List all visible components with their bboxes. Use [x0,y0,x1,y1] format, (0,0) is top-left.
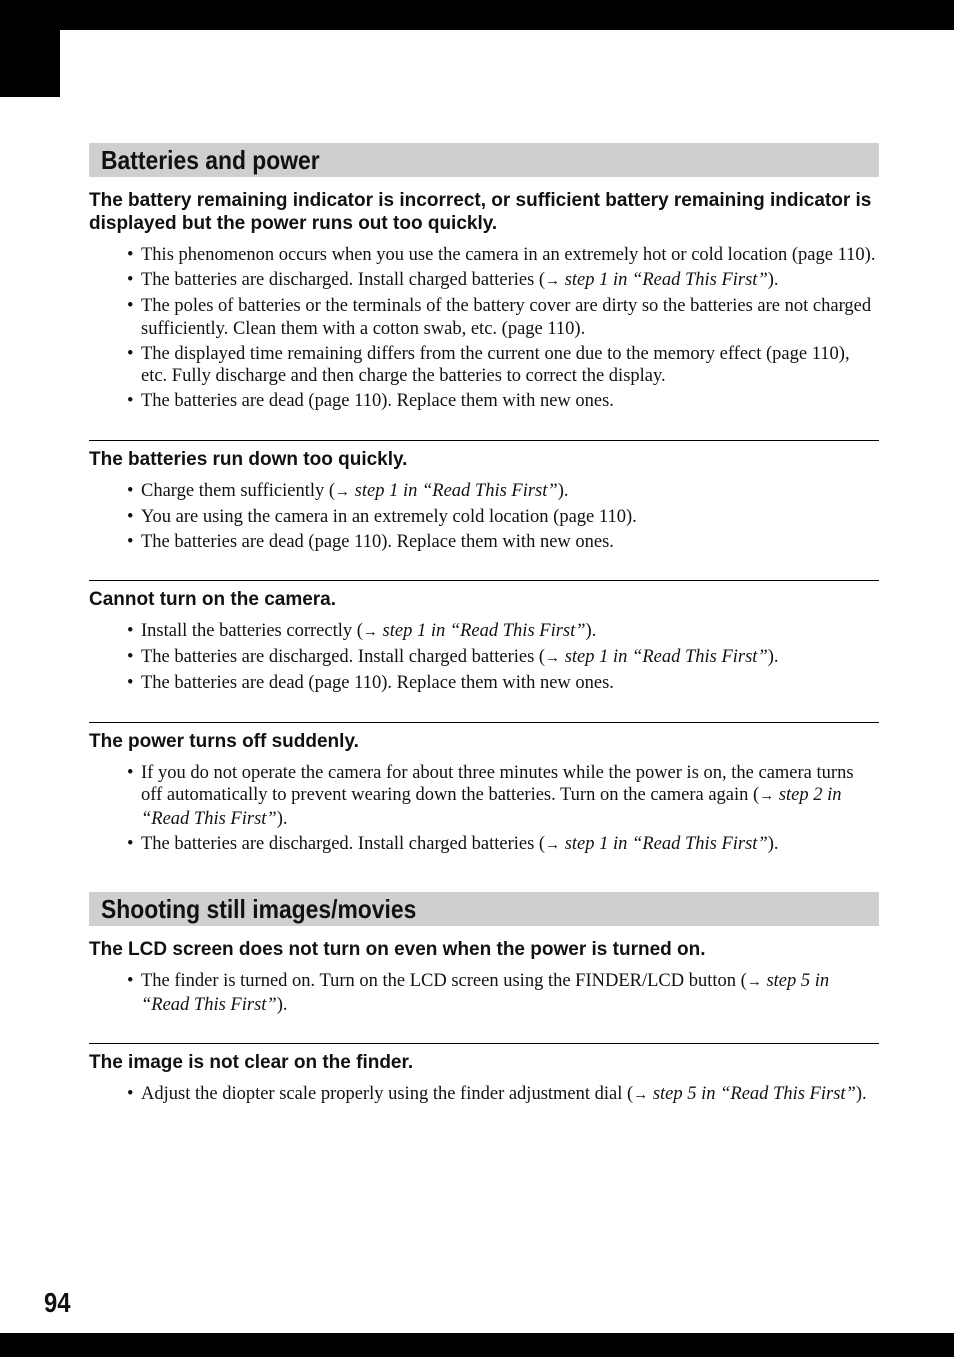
cross-reference: step 1 in “Read This First” [560,270,768,290]
list-item [127,620,879,644]
section-header [89,143,879,177]
list-item [127,244,879,267]
list-item [127,480,879,504]
list-item-tail: ). [585,621,597,641]
topic [89,1043,879,1107]
section-header-label: Shooting still images/movies [101,894,417,924]
list-item-tail: ). [855,1084,867,1104]
list-item-text: The batteries are dead (page 110). Replace them with new ones. [141,673,614,693]
cross-reference: step 1 in “Read This First” [350,480,558,501]
topic-title: Cannot turn on the camera. [89,589,337,610]
list-item [127,833,879,857]
page-number: 94 [44,1287,71,1318]
cross-reference: step 1 in “Read This First” [560,833,768,854]
topic-title: The battery remaining indicator is incorrect, or sufficient battery remaining indicator is displayed but the power runs out too quickly. [89,190,872,234]
list-item-text: The batteries are dead (page 110). Replace them with new ones. [141,531,614,552]
bullet-list [89,620,879,695]
bullet-list [89,1083,879,1107]
bullet-list [89,762,879,857]
list-item-text: The displayed time remaining differs from the current one due to the memory effect (page 110), etc. Fully discharge and then charge the batteries to correct the display. [141,343,850,386]
topic [89,440,879,554]
topic-title: The image is not clear on the finder. [89,1052,414,1073]
list-item [127,646,879,670]
list-item [127,762,879,831]
topic [89,926,879,1016]
list-item-text: The poles of batteries or the terminals of the battery cover are dirty so the batteries are not charged sufficiently. Clean them with a cotton swab, etc. (page 110). [141,296,872,339]
arrow-icon: → [362,624,378,640]
list-item [127,970,879,1016]
list-item-text: The batteries are discharged. Install charged batteries ( [141,270,546,290]
arrow-icon: → [545,836,561,853]
list-item-text: Charge them sufficiently ( [141,480,336,501]
bullet-list [89,970,879,1016]
arrow-icon: → [545,273,561,289]
list-item-tail: ). [767,270,779,290]
list-item-text: If you do not operate the camera for about three minutes while the power is on, the camera turns off automatically to prevent wearing down the batteries. Turn on the camera again ( [141,762,854,805]
cross-reference: step 5 in “Read This First” [648,1084,856,1104]
list-item-text: The batteries are discharged. Install charged batteries ( [141,833,546,854]
topic [89,580,879,695]
list-item-text: The finder is turned on. Turn on the LCD screen using the FINDER/LCD button ( [141,971,747,991]
top-black-bar [0,0,954,30]
list-item [127,531,879,554]
list-item-text: You are using the camera in an extremely cold location (page 110). [141,506,637,527]
topic-title: The batteries run down too quickly. [89,448,408,470]
list-item [127,343,879,388]
list-item [127,672,879,695]
arrow-icon: → [746,974,762,990]
list-item-text: This phenomenon occurs when you use the camera in an extremely hot or cold location (page 110). [141,245,876,265]
list-item-tail: ). [276,994,288,1015]
arrow-icon: → [633,1087,649,1103]
list-item [127,506,879,529]
list-item-text: Install the batteries correctly ( [141,621,363,641]
list-item [127,1083,879,1107]
cross-reference: step 5 in “Read This First” [141,971,830,1015]
list-item [127,269,879,293]
list-item-text: Adjust the diopter scale properly using the finder adjustment dial ( [141,1084,634,1104]
cross-reference: step 1 in “Read This First” [377,621,586,641]
topic [89,177,879,413]
arrow-icon: → [759,788,775,804]
topic-title: The LCD screen does not turn on even when the power is turned on. [89,939,706,960]
list-item [127,295,879,340]
corner-tab [0,0,60,97]
list-item-text: The batteries are discharged. Install charged batteries ( [141,647,546,667]
topic [89,722,879,857]
bullet-list [89,244,879,413]
page-content [89,143,879,1109]
cross-reference: step 1 in “Read This First” [560,647,768,667]
list-item-text: The batteries are dead (page 110). Replace them with new ones. [141,391,614,411]
section-header-label: Batteries and power [101,145,320,175]
list-item-tail: ). [557,480,569,501]
list-item-tail: ). [767,647,779,667]
bottom-black-bar [0,1333,954,1357]
list-item-tail: ). [276,808,288,829]
cross-reference: step 2 in “Read This First” [141,785,842,829]
topic-title: The power turns off suddenly. [89,730,359,752]
section-header [89,892,879,926]
arrow-icon: → [545,650,561,666]
list-item-tail: ). [767,833,779,854]
bullet-list [89,480,879,554]
list-item [127,390,879,413]
arrow-icon: → [335,483,351,500]
